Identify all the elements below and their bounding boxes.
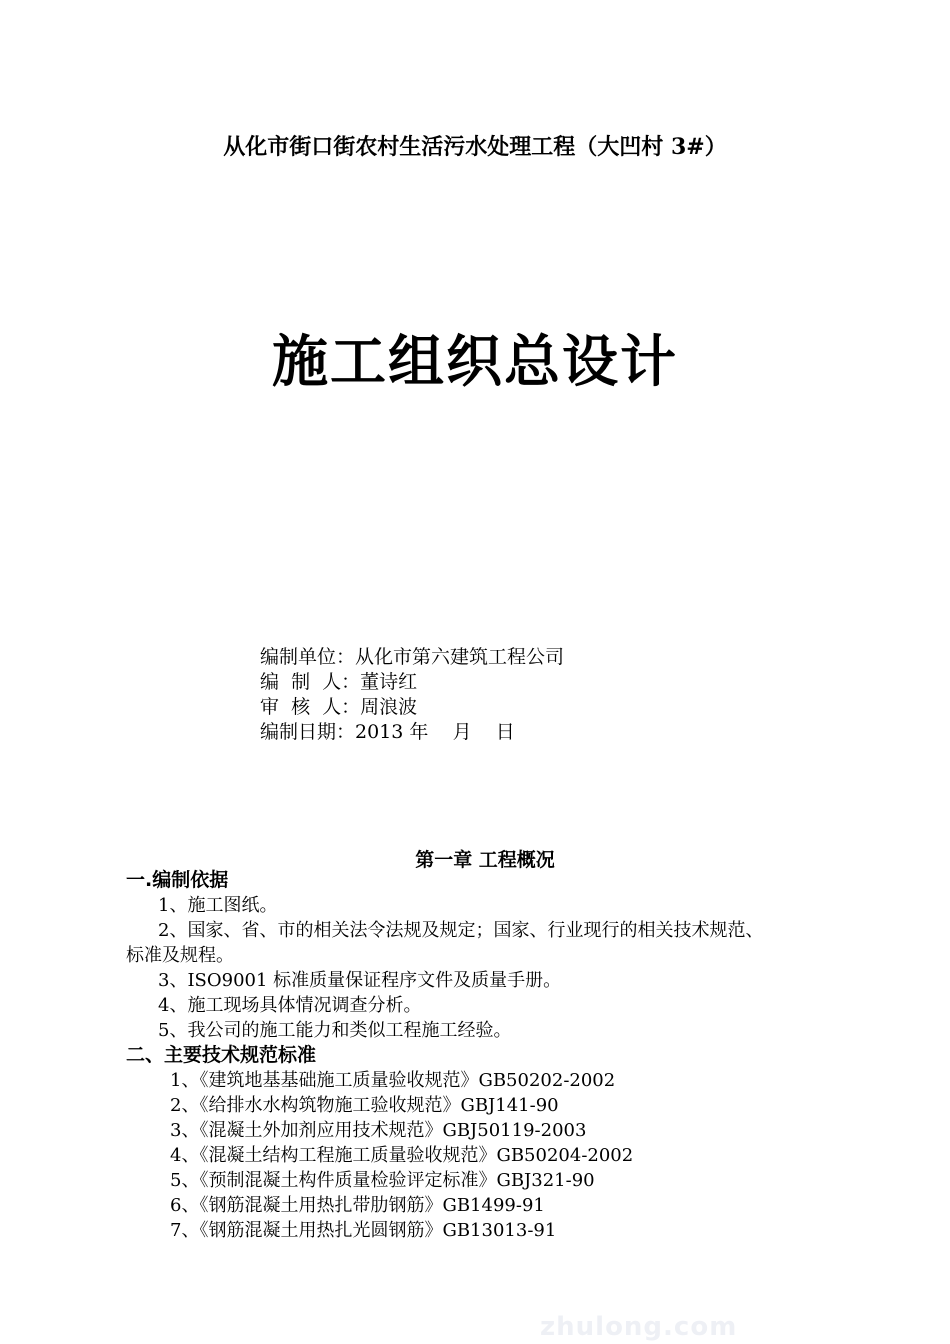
meta-label: 审 核 人： xyxy=(260,696,361,718)
document-title: 施工组织总设计 xyxy=(272,329,678,395)
meta-row-date xyxy=(260,720,564,745)
meta-row-reviewer xyxy=(260,695,564,720)
standard-item: 2、《给排水水构筑物施工验收规范》GBJ141-90 xyxy=(170,1095,559,1116)
cover-meta xyxy=(260,645,564,745)
standard-item: 7、《钢筋混凝土用热扎光圆钢筋》GB13013-91 xyxy=(170,1220,557,1241)
section-heading: 二、主要技术规范标准 xyxy=(126,1044,317,1066)
meta-label: 编 制 人： xyxy=(260,671,361,693)
meta-label: 编制日期： xyxy=(260,721,356,743)
list-item-continuation: 标准及规程。 xyxy=(126,945,234,966)
meta-value: 周浪波 xyxy=(360,696,418,718)
standard-item: 1、《建筑地基基础施工质量验收规范》GB50202-2002 xyxy=(170,1070,616,1091)
meta-row-author xyxy=(260,670,564,695)
meta-value: 从化市第六建筑工程公司 xyxy=(355,646,565,668)
chapter-title: 第一章 工程概况 xyxy=(415,849,555,871)
list-item: 2、国家、省、市的相关法令法规及规定；国家、行业现行的相关技术规范、 xyxy=(158,920,764,941)
project-title: 从化市街口街农村生活污水处理工程（大凹村 3#） xyxy=(223,134,727,160)
list-item: 3、ISO9001 标准质量保证程序文件及质量手册。 xyxy=(158,970,562,991)
standard-item: 5、《预制混凝土构件质量检验评定标准》GBJ321-90 xyxy=(170,1170,595,1191)
section-heading: 一.编制依据 xyxy=(126,869,229,891)
list-item: 4、施工现场具体情况调查分析。 xyxy=(158,995,422,1016)
standard-item: 3、《混凝土外加剂应用技术规范》GBJ50119-2003 xyxy=(170,1120,587,1141)
standard-item: 6、《钢筋混凝土用热扎带肋钢筋》GB1499-91 xyxy=(170,1195,545,1216)
chapter-body xyxy=(126,868,876,1243)
meta-label: 编制单位： xyxy=(260,646,356,668)
meta-value: 2013 年 月 日 xyxy=(355,721,515,743)
standard-item: 4、《混凝土结构工程施工质量验收规范》GB50204-2002 xyxy=(170,1145,634,1166)
meta-value: 董诗红 xyxy=(360,671,418,693)
list-item: 5、我公司的施工能力和类似工程施工经验。 xyxy=(158,1020,512,1041)
list-item: 1、施工图纸。 xyxy=(158,895,278,916)
meta-row-unit xyxy=(260,645,564,670)
watermark: zhulong.com xyxy=(540,1312,738,1342)
